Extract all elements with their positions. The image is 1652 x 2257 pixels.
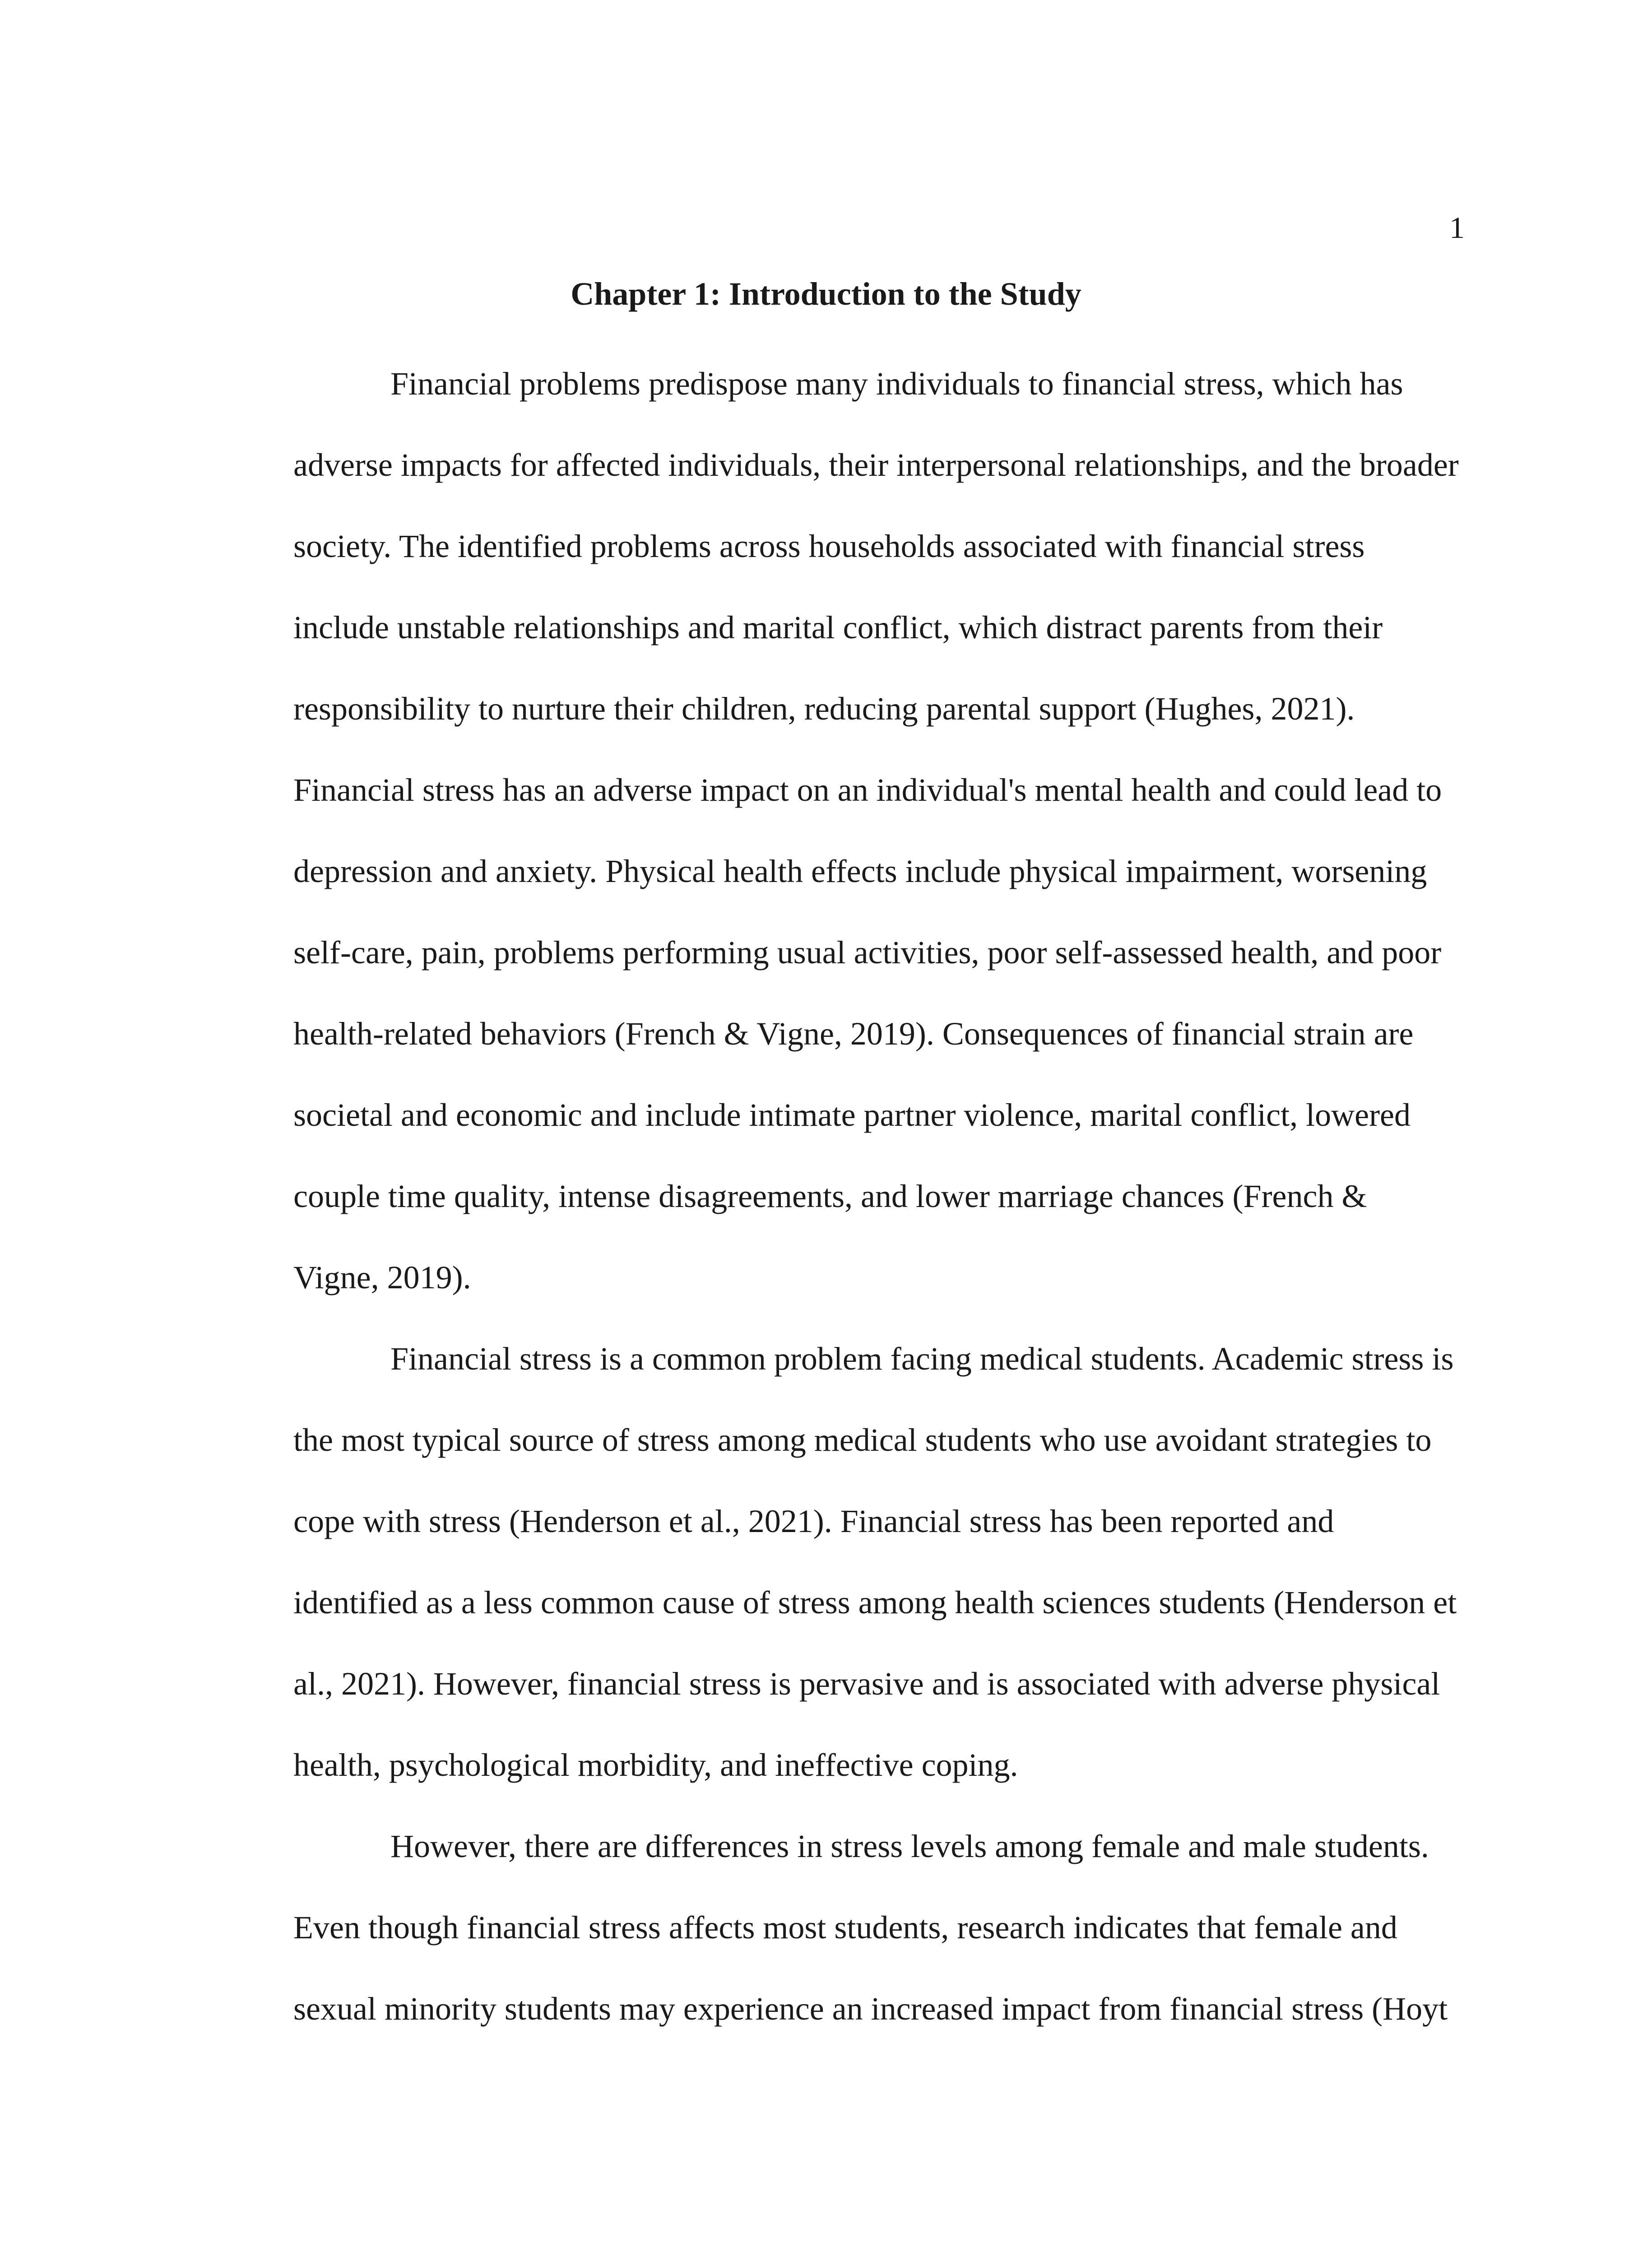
text-line: Financial problems predispose many individuals to financial stress, which has [390,366,1403,402]
text-line: depression and anxiety. Physical health effects include physical impairment, worsening [293,853,1427,889]
paragraph-2 [293,1332,1458,1819]
paragraph-1 [293,357,1458,1332]
text-line: However, there are differences in stress levels among female and male students. [390,1828,1429,1864]
chapter-title: Chapter 1: Introduction to the Study [571,276,1081,312]
text-line: societal and economic and include intimate partner violence, marital conflict, lowered [293,1097,1411,1133]
text-line: health-related behaviors (French & Vigne, 2019). Consequences of financial strain are [293,1016,1414,1052]
text-line: Financial stress is a common problem facing medical students. Academic stress is [390,1341,1454,1377]
text-line: sexual minority students may experience an increased impact from financial stress (Hoyt [293,1991,1448,2027]
text-line: Vigne, 2019). [293,1259,471,1296]
text-line: society. The identified problems across households associated with financial stress [293,528,1365,564]
text-line: Financial stress has an adverse impact on an individual's mental health and could lead to [293,772,1442,808]
text-line: couple time quality, intense disagreements, and lower marriage chances (French & [293,1178,1367,1214]
text-line: responsibility to nurture their children, reducing parental support (Hughes, 2021). [293,691,1355,727]
text-line: the most typical source of stress among medical students who use avoidant strategies to [293,1422,1432,1458]
text-line: health, psychological morbidity, and ineffective coping. [293,1747,1018,1783]
text-line: al., 2021). However, financial stress is pervasive and is associated with adverse physical [293,1666,1440,1702]
text-line: identified as a less common cause of stress among health sciences students (Henderson et [293,1584,1457,1621]
text-line: self-care, pain, problems performing usual activities, poor self-assessed health, and poor [293,934,1442,971]
paragraph-3 [293,1819,1458,2063]
text-line: cope with stress (Henderson et al., 2021). Financial stress has been reported and [293,1503,1334,1539]
text-line: adverse impacts for affected individuals, their interpersonal relationships, and the broader [293,447,1459,483]
body-text [293,357,1458,2063]
text-line: include unstable relationships and marital conflict, which distract parents from their [293,609,1383,646]
page-number: 1 [1449,210,1465,245]
text-line: Even though financial stress affects most students, research indicates that female and [293,1909,1397,1946]
